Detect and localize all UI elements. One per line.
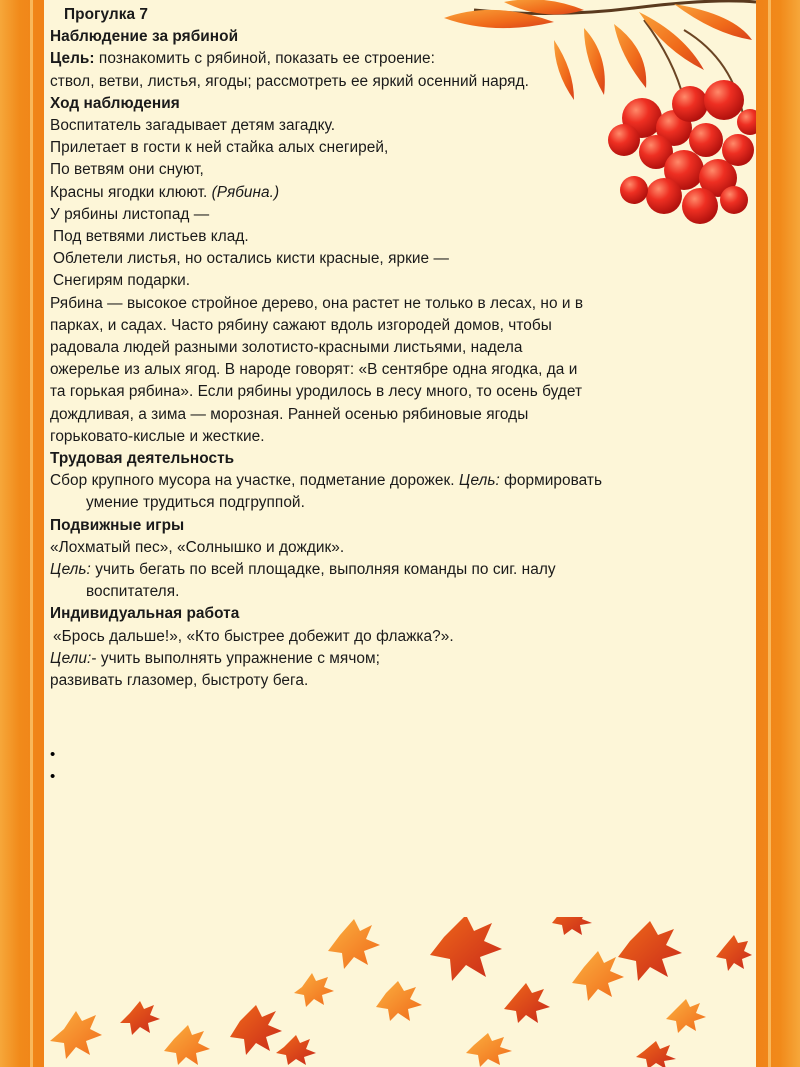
page-title: Прогулка 7 xyxy=(64,6,149,23)
goal-text: учить бегать по всей площадке, выполняя команды по сиг. налу xyxy=(90,561,556,579)
document-page xyxy=(44,0,756,1067)
paragraph-line: ожерелье из алых ягод. В народе говорят: «В сентябре одна ягодка, да и xyxy=(50,361,578,379)
riddle-text: Красны ягодки клюют. xyxy=(50,183,208,201)
goal-label: Цели: xyxy=(50,649,92,667)
riddle-answer: (Рябина.) xyxy=(211,183,280,201)
goal-line xyxy=(50,559,750,581)
goal-line-continued: умение трудиться подгруппой. xyxy=(86,494,305,512)
goal-text: познакомить с рябиной, показать ее строение: xyxy=(94,50,435,68)
goal-text: - учить выполнять упражнение с мячом; xyxy=(91,649,380,667)
poem-line: Облетели листья, но остались кисти красные, яркие — xyxy=(53,250,449,268)
section-heading: Индивидуальная работа xyxy=(50,605,240,623)
section-heading: Подвижные игры xyxy=(50,516,185,534)
poem-line: У рябины листопад — xyxy=(50,205,210,223)
text-line: По ветвям они снуют, xyxy=(50,161,204,179)
paragraph-line: парках, и садах. Часто рябину сажают вдоль изгородей домов, чтобы xyxy=(50,316,552,334)
left-orange-border xyxy=(0,0,44,1067)
games-line: «Брось дальше!», «Кто быстрее добежит до флажка?». xyxy=(53,627,454,645)
paragraph-line: горьковато-кислые и жесткие. xyxy=(50,427,265,445)
document-text xyxy=(50,4,750,692)
right-orange-border xyxy=(756,0,800,1067)
goal-line-continued: ствол, ветви, листья, ягоды; рассмотреть ее яркий осенний наряд. xyxy=(50,72,529,90)
section-heading: Ход наблюдения xyxy=(50,94,180,112)
goal-text: формировать xyxy=(499,472,603,490)
riddle-line xyxy=(50,182,750,204)
poem-line: Снегирям подарки. xyxy=(53,272,191,290)
goal-label: Цель: xyxy=(50,561,91,579)
poem-line: Под ветвями листьев клад. xyxy=(53,228,249,246)
autumn-leaves-icon xyxy=(44,917,756,1067)
empty-bullet-list xyxy=(50,744,55,788)
section-heading: Трудовая деятельность xyxy=(50,450,235,468)
task-line xyxy=(50,470,750,492)
paragraph-line: радовала людей разными золотисто-красными листьями, надела xyxy=(50,339,523,357)
games-line: «Лохматый пес», «Солнышко и дождик». xyxy=(50,538,345,556)
goal-line xyxy=(50,648,750,670)
paragraph-line: дождливая, а зима — морозная. Ранней осенью рябиновые ягоды xyxy=(50,405,529,423)
goal-line-continued: развивать глазомер, быстроту бега. xyxy=(50,672,309,690)
section-heading: Наблюдение за рябиной xyxy=(50,28,239,46)
text-line: Прилетает в гости к ней стайка алых снегирей, xyxy=(50,139,389,157)
paragraph-line: Рябина — высокое стройное дерево, она растет не только в лесах, но и в xyxy=(50,294,584,312)
task-text: Сбор крупного мусора на участке, подметание дорожек. xyxy=(50,472,459,490)
bullet-item: • xyxy=(50,746,56,763)
paragraph-line: та горькая рябина». Если рябины уродилось в лесу много, то осень будет xyxy=(50,383,583,401)
goal-label: Цель: xyxy=(50,50,95,68)
bullet-item: • xyxy=(50,768,56,785)
text-line: Воспитатель загадывает детям загадку. xyxy=(50,117,336,135)
goal-label: Цель: xyxy=(458,472,500,490)
goal-line-continued: воспитателя. xyxy=(86,583,180,601)
goal-line xyxy=(50,48,750,70)
